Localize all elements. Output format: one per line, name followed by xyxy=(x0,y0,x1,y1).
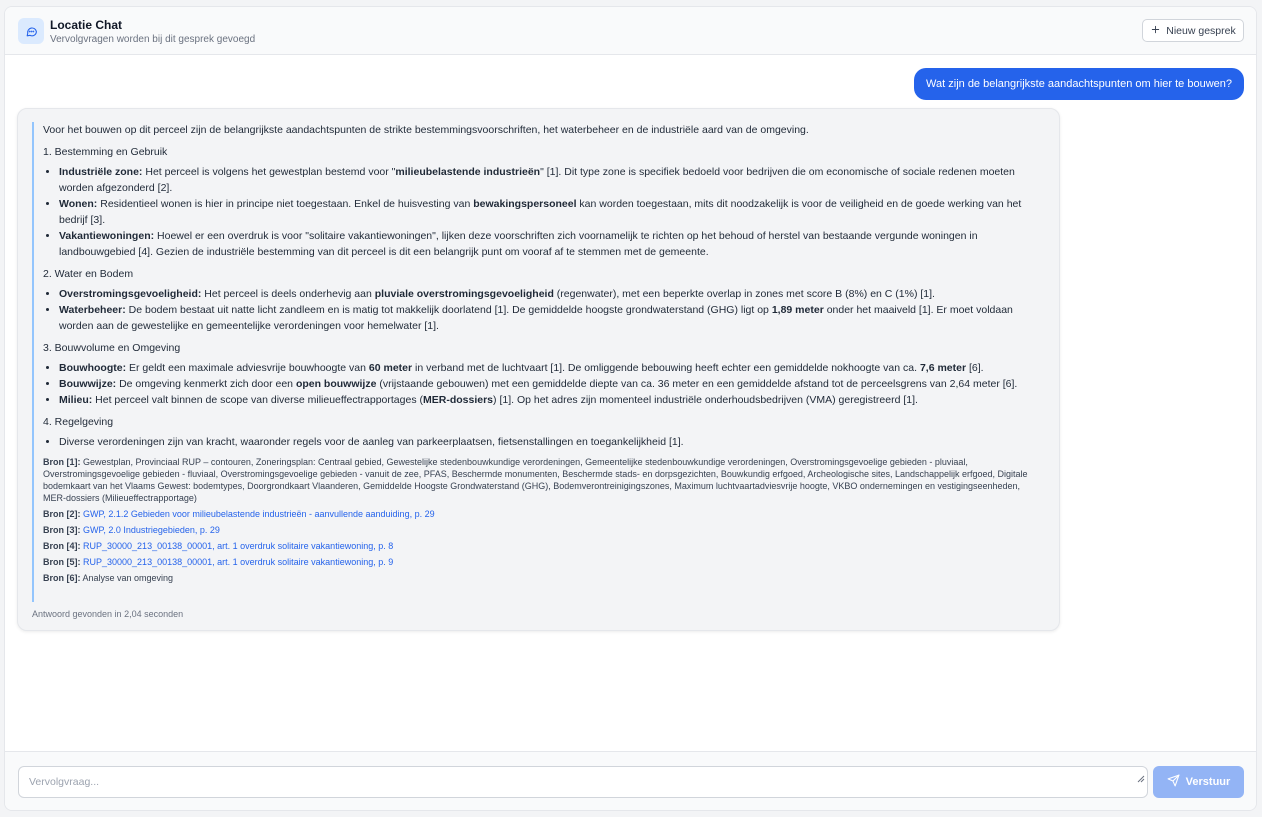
plus-icon xyxy=(1150,24,1161,38)
list-item: • Vakantiewoningen: Hoewel er een overdruk is voor "solitaire vakantiewoningen", lijken deze voorschriften zich voornamelijk te richten op het behoud of herstel van bestaande vergunde woningen in landbouwgebied [4]. Gezien de industriële bestemming van dit perceel is dit een belangrijk punt om vooraf af te stemmen met de gemeente. xyxy=(59,228,1045,260)
list-item: • Waterbeheer: De bodem bestaat uit natte licht zandleem en is matig tot makkelijk doorlatend [1]. De gemiddelde hoogste grondwaterstand (GHG) ligt op 1,89 meter onder het maaiveld [1]. Er moet voldaan worden aan de gewestelijke en gemeentelijke verordeningen voor hemelwater [1]. xyxy=(59,302,1045,334)
send-button[interactable] xyxy=(1153,766,1244,798)
page-subtitle: Vervolgvragen worden bij dit gesprek gevoegd xyxy=(50,34,256,45)
resize-grip-icon[interactable] xyxy=(1137,765,1145,795)
source-item: Bron [4]: RUP_30000_213_00138_00001, art. 1 overdruk solitaire vakantiewoning, p. 8 xyxy=(43,541,394,551)
section-list xyxy=(59,286,1045,334)
source-item: Bron [1]: Gewestplan, Provinciaal RUP – contouren, Zoneringsplan: Centraal gebied, Gewestelijke stedenbouwkundige verordeningen, Gemeentelijke stedenbouwkundige verordeningen, Overstromingsgevoelige gebieden - pluviaal, Overstromingsgevoelige gebieden - fluviaal, Overstromingsgevoelige gebieden - vanuit de zee, PFAS, Beschermde monumenten, Beschermde stads- en dorpsgezichten, Bouwkundig erfgoed, Archeologische sites, Landschappelijk erfgoed, Digitale bodemkaart van het Vlaams Gewest: bodemtypes, Doorgrondkaart Vlaanderen, Gemiddelde Hoogste Grondwaterstand (GHG), Bodemverontreinigingszones, Maximum luchtvaartadviesvrije hoogte, VKBO ondernemingen en vestigingseenheden, MER-dossiers (Milieueffectrapportage) xyxy=(43,457,1028,503)
follow-up-input[interactable]: Vervolgvraag... xyxy=(18,766,1148,798)
chat-header xyxy=(5,7,1256,55)
response-time: Antwoord gevonden in 2,04 seconden xyxy=(32,609,184,619)
new-chat-label: Nieuw gesprek xyxy=(1166,24,1236,37)
source-item: Bron [3]: GWP, 2.0 Industriegebieden, p. 29 xyxy=(43,525,220,535)
source-item: Bron [6]: Analyse van omgeving xyxy=(43,573,174,583)
source-link[interactable]: GWP, 2.0 Industriegebieden, p. 29 xyxy=(83,525,220,535)
new-chat-button[interactable] xyxy=(1142,19,1244,42)
send-label: Verstuur xyxy=(1185,776,1231,788)
list-item: • Wonen: Residentieel wonen is hier in principe niet toegestaan. Enkel de huisvesting van bewakingspersoneel kan worden toegestaan, mits dit noodzakelijk is voor de veiligheid en de goede werking van het bedrijf [3]. xyxy=(59,196,1045,228)
chat-bubble-icon xyxy=(18,18,44,44)
list-item: • Milieu: Het perceel valt binnen de scope van diverse milieueffectrapportages (MER-dossiers) [1]. Op het adres zijn momenteel industriële onderhoudsbedrijven (VMA) geregistreerd [1]. xyxy=(59,392,1045,408)
paper-plane-icon xyxy=(1167,774,1180,790)
section-list xyxy=(59,434,1045,450)
composer xyxy=(5,751,1256,811)
user-message: Wat zijn de belangrijkste aandachtspunten om hier te bouwen? xyxy=(914,68,1244,100)
section-title: 4. Regelgeving xyxy=(43,416,114,428)
source-link[interactable]: GWP, 2.1.2 Gebieden voor milieubelastende industrieën - aanvullende aanduiding, p. 29 xyxy=(83,509,435,519)
section-list xyxy=(59,164,1045,260)
list-item: • Overstromingsgevoeligheid: Het perceel is deels onderhevig aan pluviale overstromingsgevoeligheid (regenwater), met een beperkte overlap in zones met score B (8%) en C (1%) [1]. xyxy=(59,286,1045,302)
answer-intro: Voor het bouwen op dit perceel zijn de belangrijkste aandachtspunten de strikte bestemmingsvoorschriften, het waterbeheer en de industriële aard van de omgeving. xyxy=(43,124,809,136)
sources-list xyxy=(43,456,1045,584)
section-title: 3. Bouwvolume en Omgeving xyxy=(43,342,181,354)
source-item: Bron [2]: GWP, 2.1.2 Gebieden voor milieubelastende industrieën - aanvullende aanduiding, p. 29 xyxy=(43,509,435,519)
chat-messages[interactable] xyxy=(5,56,1256,751)
page-title: Locatie Chat xyxy=(50,18,123,32)
chat-panel xyxy=(4,6,1257,811)
source-link[interactable]: RUP_30000_213_00138_00001, art. 1 overdruk solitaire vakantiewoning, p. 9 xyxy=(83,557,394,567)
section-list xyxy=(59,360,1045,408)
list-item: • Diverse verordeningen zijn van kracht, waaronder regels voor de aanleg van parkeerplaatsen, fietsenstallingen en toegankelijkheid [1]. xyxy=(59,434,1045,450)
list-item: • Bouwwijze: De omgeving kenmerkt zich door een open bouwwijze (vrijstaande gebouwen) met een gemiddelde diepte van ca. 36 meter en een gemiddelde afstand tot de perceelsgrens van 2,64 meter [6]. xyxy=(59,376,1045,392)
source-link[interactable]: RUP_30000_213_00138_00001, art. 1 overdruk solitaire vakantiewoning, p. 8 xyxy=(83,541,394,551)
assistant-message xyxy=(17,108,1060,631)
list-item: • Bouwhoogte: Er geldt een maximale adviesvrije bouwhoogte van 60 meter in verband met de luchtvaart [1]. De omliggende bebouwing heeft echter een gemiddelde nokhoogte van ca. 7,6 meter [6]. xyxy=(59,360,1045,376)
section-title: 2. Water en Bodem xyxy=(43,268,134,280)
source-item: Bron [5]: RUP_30000_213_00138_00001, art. 1 overdruk solitaire vakantiewoning, p. 9 xyxy=(43,557,394,567)
list-item: • Industriële zone: Het perceel is volgens het gewestplan bestemd voor "milieubelastende industrieën" [1]. Dit type zone is specifiek bedoeld voor bedrijven die om economische of sociale redenen moeten worden afgezonderd [2]. xyxy=(59,164,1045,196)
section-title: 1. Bestemming en Gebruik xyxy=(43,146,168,158)
answer-content xyxy=(32,122,1045,602)
